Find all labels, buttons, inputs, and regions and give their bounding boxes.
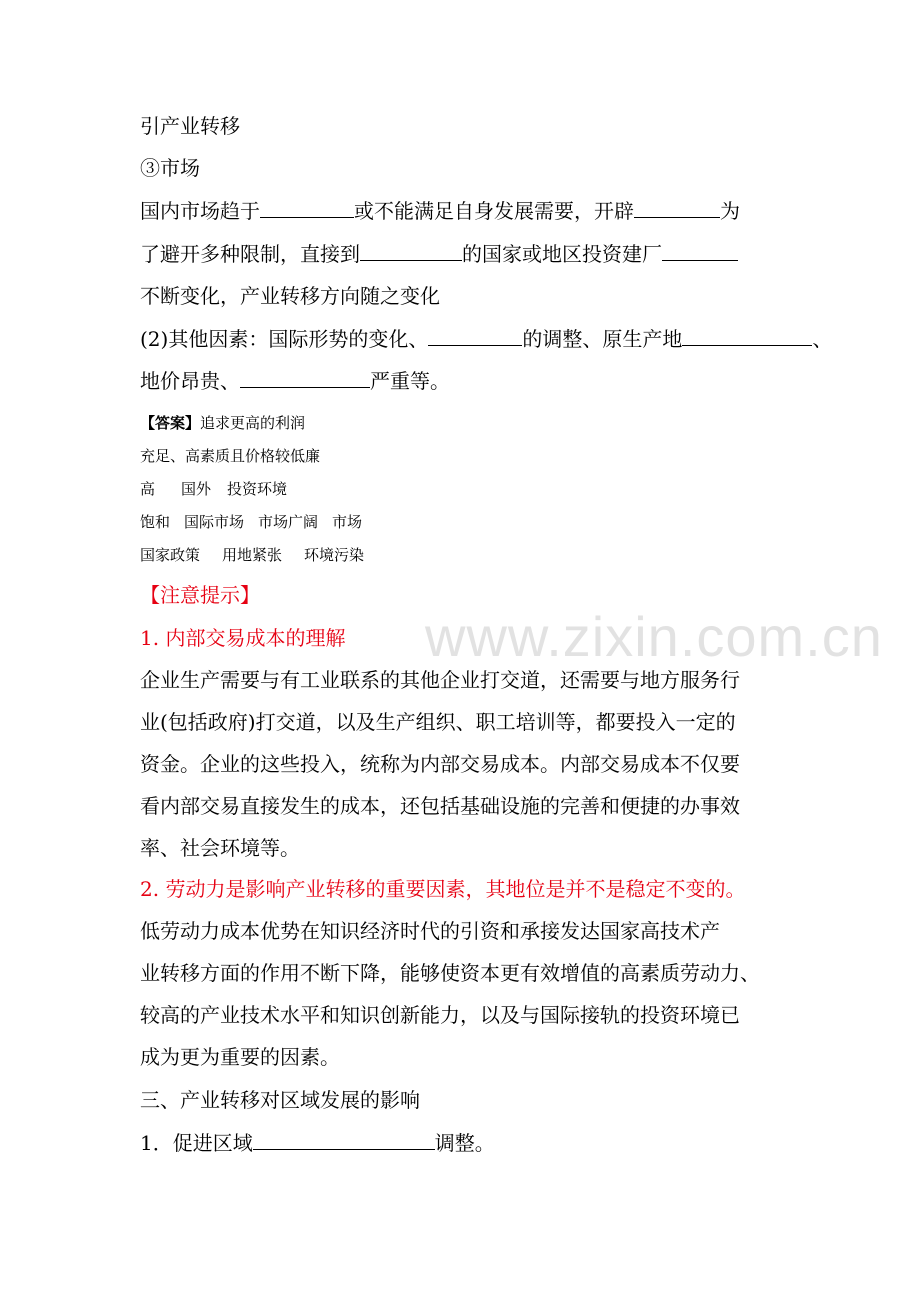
paragraph-line: 看内部交易直接发生的成本，还包括基础设施的完善和便捷的办事效 bbox=[140, 794, 740, 818]
blank-underline bbox=[662, 240, 738, 261]
paragraph-line: 成为更为重要的因素。 bbox=[140, 1045, 340, 1069]
text-line bbox=[140, 1129, 495, 1156]
answer-line bbox=[140, 446, 320, 466]
answer-text: 国家政策 bbox=[140, 546, 201, 564]
text: 为 bbox=[720, 199, 740, 223]
text: 或不能满足自身发展需要，开辟 bbox=[354, 199, 634, 223]
text: 地价昂贵、 bbox=[140, 369, 240, 393]
text-line bbox=[140, 240, 738, 267]
answer-line bbox=[140, 479, 287, 499]
text: 引产业转移 bbox=[140, 114, 240, 138]
paragraph-line: 资金。企业的这些投入，统称为内部交易成本。内部交易成本不仅要 bbox=[140, 752, 740, 776]
text: 的调整、原生产地 bbox=[522, 327, 683, 351]
answer-text: 追求更高的利润 bbox=[200, 414, 306, 432]
watermark: www.zixin.com.cn bbox=[425, 605, 883, 668]
text: 1．促进区域 bbox=[140, 1131, 253, 1155]
answer-label: 【答案】 bbox=[140, 414, 201, 432]
notice-item-title: 1. 内部交易成本的理解 bbox=[140, 626, 346, 650]
answer-text: 饱和 bbox=[140, 513, 171, 531]
notice-item-title: 2. 劳动力是影响产业转移的重要因素，其地位是并不是稳定不变的。 bbox=[140, 877, 746, 901]
answer-text: 国外 bbox=[181, 480, 212, 498]
text-line bbox=[140, 367, 450, 394]
paragraph-line: 较高的产业技术水平和知识创新能力，以及与国际接轨的投资环境已 bbox=[140, 1003, 740, 1027]
answer-line bbox=[140, 413, 305, 433]
answer-line bbox=[140, 512, 362, 532]
text-line bbox=[140, 325, 832, 352]
paragraph-line: 率、社会环境等。 bbox=[140, 836, 300, 860]
answer-text: 市场广阔 bbox=[258, 513, 319, 531]
answer-text: 充足、高素质且价格较低廉 bbox=[140, 447, 321, 465]
section-heading: 三、产业转移对区域发展的影响 bbox=[140, 1088, 420, 1112]
answer-text: 市场 bbox=[332, 513, 363, 531]
paragraph-line: 企业生产需要与有工业联系的其他企业打交道，还需要与地方服务行 bbox=[140, 668, 740, 692]
subheading bbox=[140, 155, 200, 181]
text: 的国家或地区投资建厂 bbox=[462, 242, 662, 266]
paragraph-line: 低劳动力成本优势在知识经济时代的引资和承接发达国家高技术产 bbox=[140, 919, 720, 943]
text: 国内市场趋于 bbox=[140, 199, 260, 223]
answer-text: 环境污染 bbox=[304, 546, 365, 564]
blank-underline bbox=[260, 197, 354, 218]
blank-underline bbox=[682, 325, 812, 346]
answer-text: 用地紧张 bbox=[222, 546, 283, 564]
answer-text: 投资环境 bbox=[227, 480, 288, 498]
text: 不断变化，产业转移方向随之变化 bbox=[140, 284, 440, 308]
text: ③市场 bbox=[140, 156, 200, 180]
paragraph-line: 业(包括政府)打交道，以及生产组织、职工培训等，都要投入一定的 bbox=[140, 710, 736, 734]
text-line bbox=[140, 283, 440, 309]
answer-text: 高 bbox=[140, 480, 156, 498]
text-line bbox=[140, 113, 240, 139]
blank-underline bbox=[428, 325, 522, 346]
answer-text: 国际市场 bbox=[184, 513, 245, 531]
blank-underline bbox=[240, 367, 370, 388]
blank-underline bbox=[360, 240, 462, 261]
text: 、 bbox=[812, 327, 833, 351]
blank-underline bbox=[634, 197, 720, 218]
text: (2)其他因素：国际形势的变化、 bbox=[140, 327, 429, 351]
blank-underline bbox=[253, 1129, 435, 1150]
paragraph-line: 业转移方面的作用不断下降，能够使资本更有效增值的高素质劳动力、 bbox=[140, 961, 760, 985]
text: 了避开多种限制，直接到 bbox=[140, 242, 360, 266]
text: 严重等。 bbox=[370, 369, 450, 393]
notice-heading: 【注意提示】 bbox=[140, 583, 260, 607]
text-line bbox=[140, 197, 740, 224]
answer-line bbox=[140, 545, 364, 565]
text: 调整。 bbox=[434, 1131, 495, 1155]
